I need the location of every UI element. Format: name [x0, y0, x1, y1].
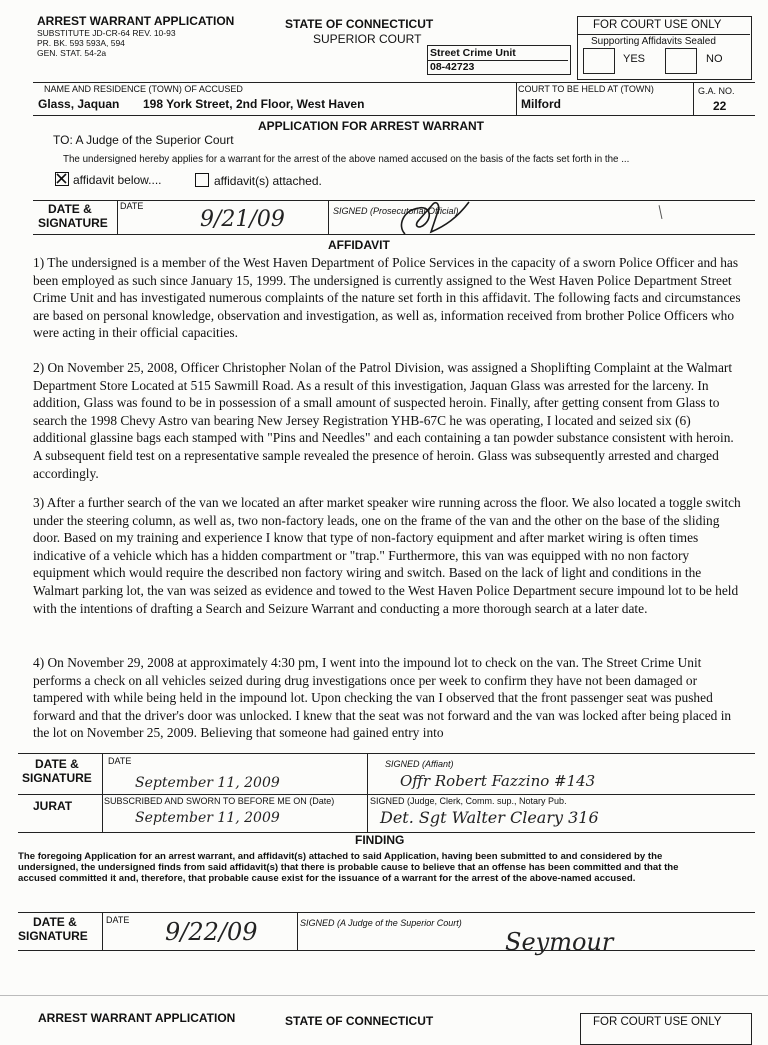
affidavit-below-checkbox[interactable]	[55, 172, 69, 186]
court-use-title: FOR COURT USE ONLY	[593, 19, 722, 31]
affidavit-title: AFFIDAVIT	[328, 238, 390, 252]
affidavit-paragraph-1: 1) The undersigned is a member of the West Haven Department of Police Services in the capacity of a sworn Police Officer and has been employed as such since January 15, 1999. The undersigned is currently assigned to the West Haven Police Department Street Crime Unit and has investigated numerous complaints of the nature set forth in this affidavit. The following facts and circumstances are based on personal knowledge, observation and investigation, as well as, information received from brother Police Officers who were acting in their official capacities.	[33, 255, 741, 341]
finding-title: FINDING	[355, 833, 405, 847]
affidavit-paragraph-3: 3) After a further search of the van we located an after market speaker wire running across the floor. We also located a toggle switch under the steering column, as well as, two non-factory leads, one on the frame of the van and the other on the base of the sliding door. Based on my training and experience I know that type of non-factory equipment and after market wiring is often times indicative of a vehicle which has a hidden compartment or "trap." Furthermore, this van was equipped with no non factory equipment which would require the described non factory wiring and switch. Based on the lack of light and conditions in the Walmart parking lot, the van was seized as evidence and towed to the West Haven Police Department secure impound lot to be held with the intentions of drafting a Search and Seizure Warrant and conducting a more thorough search at a later date.	[33, 495, 741, 616]
subscribed-date: September 11, 2009	[135, 810, 280, 826]
affiant-date: September 11, 2009	[135, 775, 280, 791]
affiant-date-sig-label-1: DATE &	[35, 757, 79, 771]
ga-label: G.A. NO.	[698, 86, 735, 96]
next-page-form-title: ARREST WARRANT APPLICATION	[38, 1011, 236, 1025]
date-sig-label-2: SIGNATURE	[38, 216, 108, 230]
finding-date: 9/22/09	[165, 918, 258, 946]
form-title: ARREST WARRANT APPLICATION	[37, 14, 235, 28]
sealed-no-checkbox[interactable]	[665, 48, 697, 74]
ga-number: 22	[713, 99, 727, 113]
sealed-no-label: NO	[706, 53, 723, 65]
affiant-signature: Offr Robert Fazzino #143	[400, 772, 596, 790]
application-title: APPLICATION FOR ARREST WARRANT	[258, 119, 484, 133]
form-line-3: GEN. STAT. 54-2a	[37, 48, 107, 58]
sealed-yes-label: YES	[623, 53, 646, 65]
court-town: Milford	[521, 97, 561, 111]
finding-text: The foregoing Application for an arrest warrant, and affidavit(s) attached to said Application, having been submitted to and considered by the undersigned, the undersigned finds from said affidavit(s) that there is probable cause to believe that an offense has been committed and that the accused committed it and, therefore, that probable cause exist for the issuance of a warrant for the arrest of the above-named accused.	[18, 851, 679, 884]
affiant-date-label: DATE	[108, 756, 132, 766]
judge-signed-label: SIGNED (A Judge of the Superior Court)	[300, 918, 462, 928]
checked-x-icon	[56, 173, 67, 184]
affidavit-below-label: affidavit below....	[73, 173, 162, 187]
date-sig-label-1: DATE &	[48, 202, 92, 216]
finding-date-sig-label-2: SIGNATURE	[18, 929, 88, 943]
next-page-court-use-title: FOR COURT USE ONLY	[593, 1016, 722, 1028]
accused-name: Glass, Jaquan	[38, 97, 120, 111]
application-statement: The undersigned hereby applies for a warrant for the arrest of the above named accused on the basis of the facts set forth in the ...	[63, 154, 630, 165]
affidavit-paragraph-4: 4) On November 29, 2008 at approximately 4:30 pm, I went into the impound lot to check on the van. The Street Crime Unit performs a check on all vehicles seized during drug investigations once per week to confirm they have not been damaged or tampered with while being held in the impound lot. Upon checking the van I observed that the front passenger seat was pushed forward and that the driver's door was unlocked. I knew that the seat was not forward and the van was locked after being placed in the lot on November 25, 2009. Believing that someone had gained entry into	[33, 655, 732, 741]
sealed-yes-checkbox[interactable]	[583, 48, 615, 74]
unit-name: Street Crime Unit	[430, 47, 516, 59]
form-line-1: SUBSTITUTE JD-CR-64 REV. 10-93	[37, 28, 176, 38]
application-to: TO: A Judge of the Superior Court	[53, 133, 234, 147]
date-label: DATE	[120, 201, 144, 211]
judge-clerk-signed-label: SIGNED (Judge, Clerk, Comm. sup., Notary Pub.	[370, 796, 567, 806]
affidavit-paragraph-2: 2) On November 25, 2008, Officer Christopher Nolan of the Patrol Division, was assigned a Shoplifting Complaint at the Walmart Department Store Located at 515 Sawmill Road. As a result of this investigation, Jaquan Glass was arrested for the larceny. In addition, Glass was found to be in possession of a small amount of suspected heroin. Finally, after getting consent from Glass to search the 1998 Chevy Astro van bearing New Jersey Registration YHB-67C he was operating, I located and seized six (6) additional glassine bags each stamped with "Pins and Needles" and each containing a tan powder substance consistent with heroin. A subsequent field test on a representative sample revealed the presence of heroin. Glass was subsequently arrested and charged accordingly.	[33, 360, 734, 481]
case-number: 08-42723	[430, 61, 475, 73]
affidavits-sealed-label: Supporting Affidavits Sealed	[591, 36, 716, 47]
accused-label: NAME AND RESIDENCE (TOWN) OF ACCUSED	[44, 84, 243, 94]
application-date: 9/21/09	[200, 207, 285, 232]
affiant-date-sig-label-2: SIGNATURE	[22, 771, 92, 785]
next-page-state: STATE OF CONNECTICUT	[285, 1014, 434, 1028]
prosecutor-signed-label: SIGNED (Prosecutorial Official)	[333, 206, 459, 216]
prosecutor-signature	[385, 196, 475, 242]
affidavit-attached-checkbox[interactable]	[195, 173, 209, 187]
subscribed-label: SUBSCRIBED AND SWORN TO BEFORE ME ON (Date)	[104, 796, 335, 806]
judge-signature: Seymour	[505, 928, 614, 956]
jurat-signature: Det. Sgt Walter Cleary 316	[380, 808, 599, 827]
affidavit-attached-label: affidavit(s) attached.	[214, 174, 322, 188]
accused-address: 198 York Street, 2nd Floor, West Haven	[143, 97, 365, 111]
state-title: STATE OF CONNECTICUT	[285, 17, 434, 31]
court-title: SUPERIOR COURT	[313, 32, 422, 46]
jurat-label: JURAT	[33, 799, 73, 813]
form-line-2: PR. BK. 593 593A, 594	[37, 38, 125, 48]
finding-date-sig-label-1: DATE &	[33, 915, 77, 929]
finding-date-label: DATE	[106, 915, 130, 925]
court-town-label: COURT TO BE HELD AT (TOWN)	[518, 84, 654, 94]
affiant-signed-label: SIGNED (Affiant)	[385, 759, 454, 769]
